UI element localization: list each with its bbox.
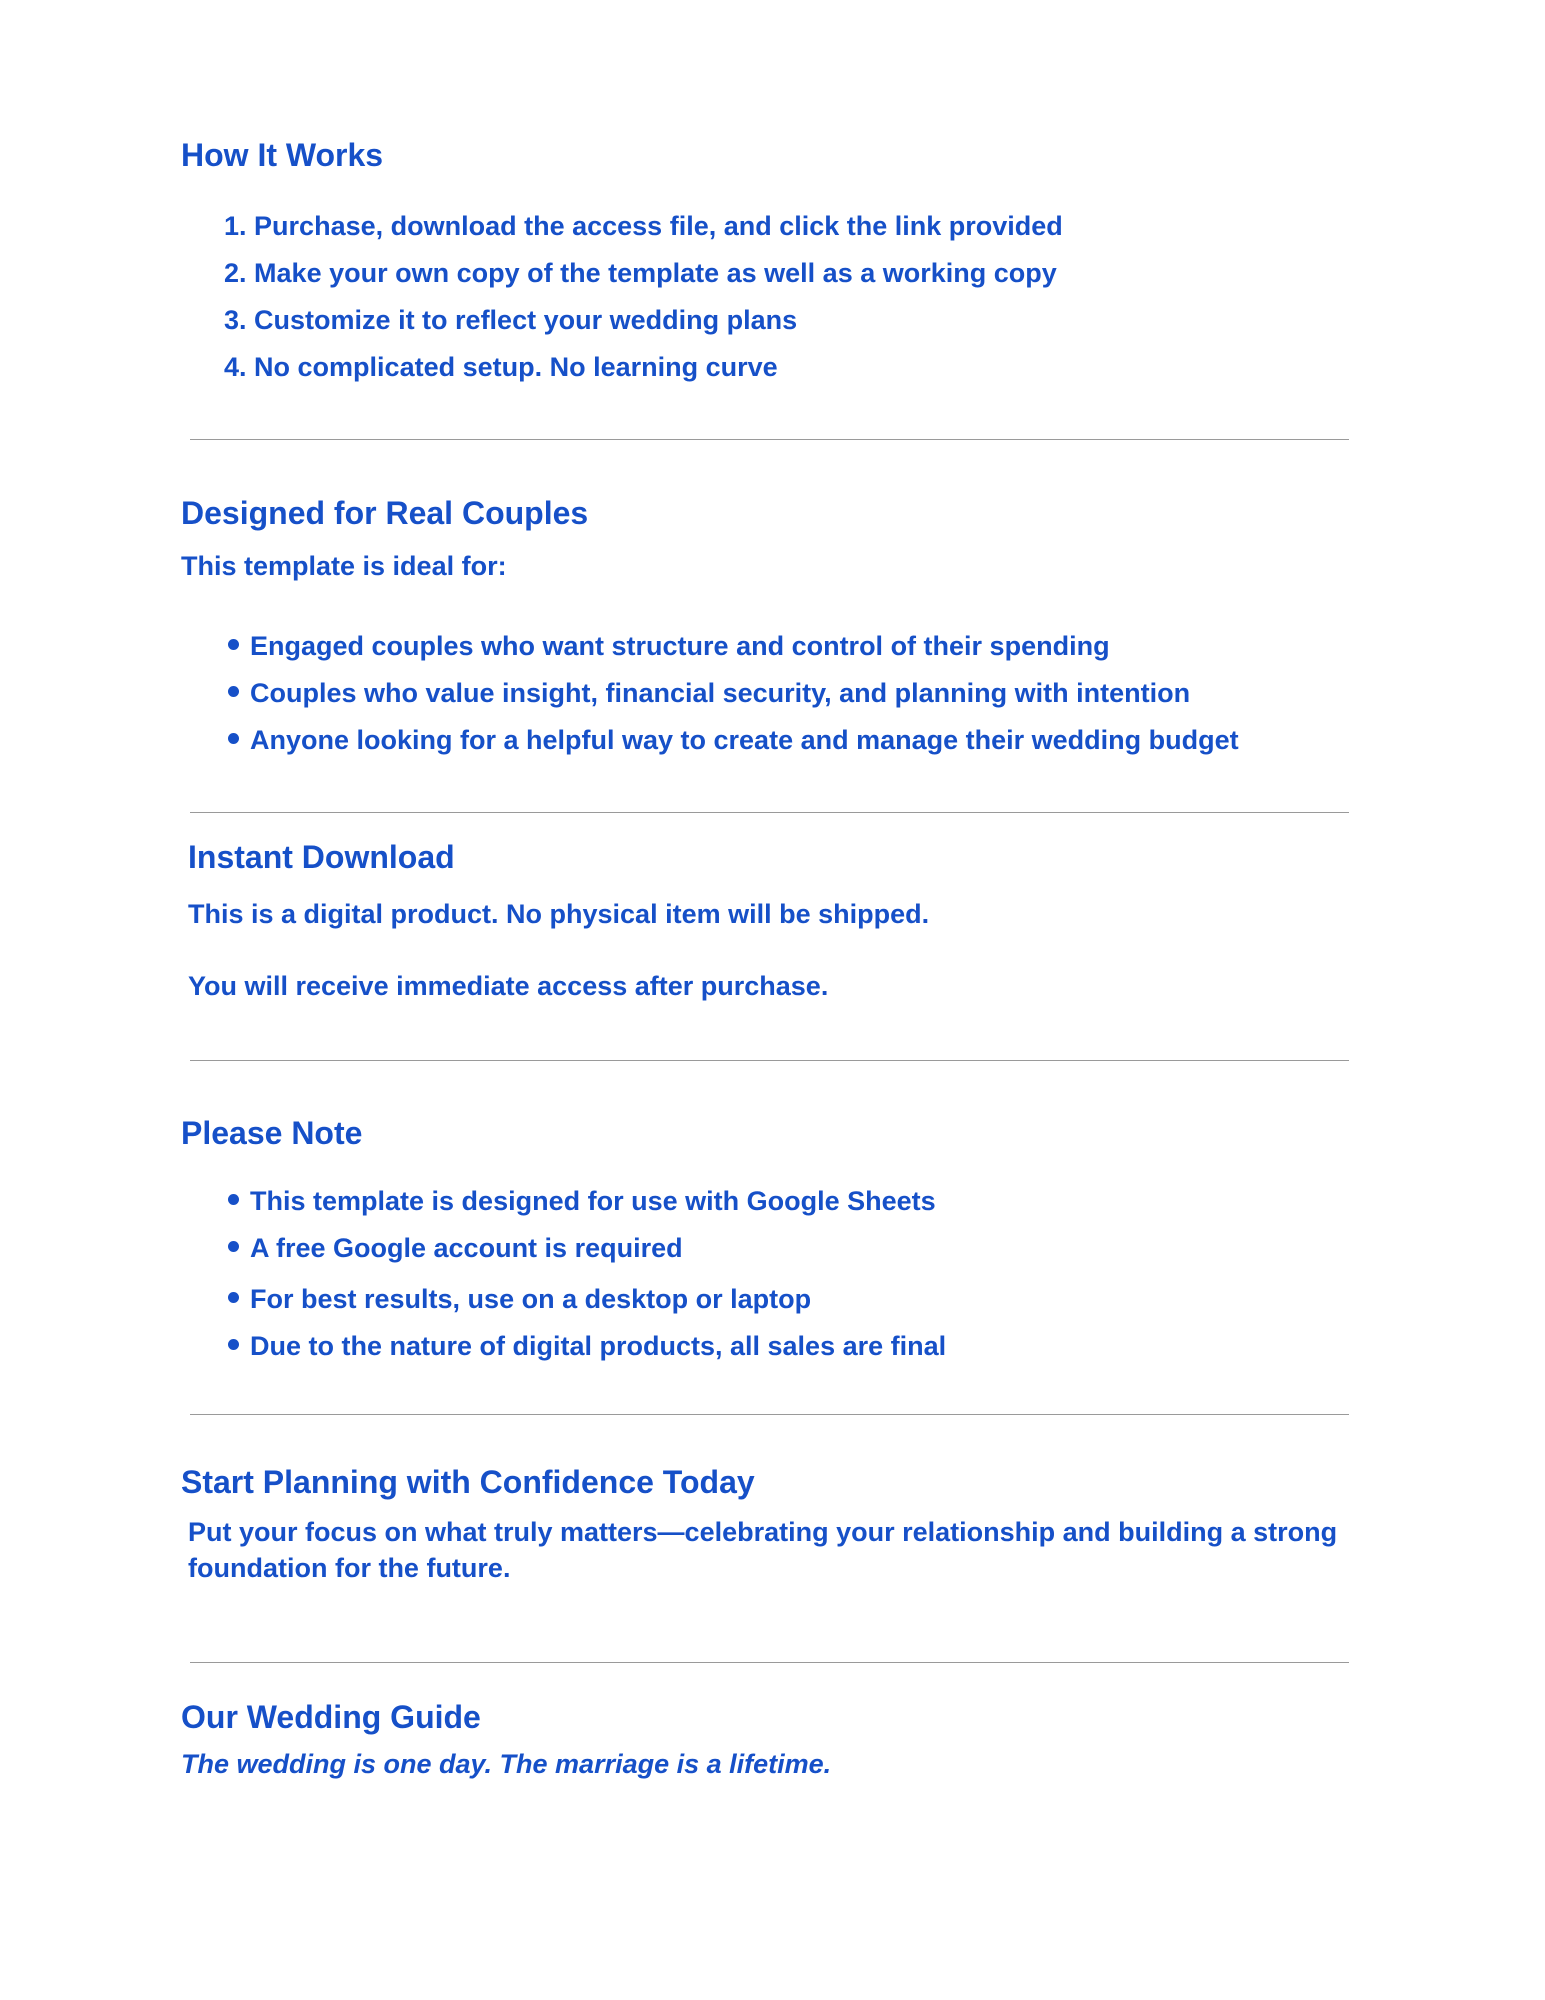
- instant-download-line-1: This is a digital product. No physical item will be shipped.: [188, 899, 930, 929]
- how-it-works-step-1: [224, 208, 1063, 244]
- step-text: Customize it to reflect your wedding plans: [254, 305, 798, 335]
- list-item-text: Due to the nature of digital products, all sales are final: [250, 1331, 947, 1361]
- how-it-works-heading: How It Works: [181, 137, 384, 173]
- bullet-icon: [228, 686, 239, 697]
- list-item-text: A free Google account is required: [250, 1233, 683, 1263]
- designed-for-intro: This template is ideal for:: [181, 551, 507, 581]
- list-item-text: For best results, use on a desktop or laptop: [250, 1284, 812, 1314]
- wedding-guide-tagline: The wedding is one day. The marriage is a lifetime.: [181, 1749, 832, 1779]
- bullet-icon: [228, 1194, 239, 1205]
- bullet-icon: [228, 639, 239, 650]
- list-item-text: Engaged couples who want structure and control of their spending: [250, 631, 1110, 661]
- designed-for-item-3: [228, 722, 1239, 758]
- designed-for-heading: Designed for Real Couples: [181, 495, 589, 531]
- start-planning-body: Put your focus on what truly matters—celebrating your relationship and building a strong foundation for the future.: [188, 1517, 1338, 1583]
- list-item-text: Anyone looking for a helpful way to create and manage their wedding budget: [250, 725, 1239, 755]
- step-text: Make your own copy of the template as well as a working copy: [254, 258, 1057, 288]
- step-text: No complicated setup. No learning curve: [254, 352, 778, 382]
- please-note-item-2: [228, 1230, 683, 1266]
- section-divider: [190, 1662, 1349, 1663]
- how-it-works-step-2: [224, 255, 1057, 291]
- step-number: 3.: [224, 305, 247, 335]
- bullet-icon: [228, 1241, 239, 1252]
- instant-download-heading: Instant Download: [188, 839, 455, 875]
- bullet-icon: [228, 1292, 239, 1303]
- how-it-works-step-4: [224, 349, 778, 385]
- please-note-item-1: [228, 1183, 936, 1219]
- start-planning-heading: Start Planning with Confidence Today: [181, 1464, 755, 1500]
- designed-for-item-2: [228, 675, 1190, 711]
- please-note-heading: Please Note: [181, 1115, 363, 1151]
- instant-download-line-2: You will receive immediate access after purchase.: [188, 971, 829, 1001]
- list-item-text: Couples who value insight, financial security, and planning with intention: [250, 678, 1191, 708]
- section-divider: [190, 1414, 1349, 1415]
- how-it-works-step-3: [224, 302, 797, 338]
- bullet-icon: [228, 733, 239, 744]
- please-note-item-3: [228, 1281, 811, 1317]
- section-divider: [190, 1060, 1349, 1061]
- step-number: 4.: [224, 352, 247, 382]
- please-note-item-4: [228, 1328, 946, 1364]
- designed-for-item-1: [228, 628, 1110, 664]
- section-divider: [190, 812, 1349, 813]
- step-number: 2.: [224, 258, 247, 288]
- section-divider: [190, 439, 1349, 440]
- step-text: Purchase, download the access file, and click the link provided: [254, 211, 1063, 241]
- bullet-icon: [228, 1339, 239, 1350]
- step-number: 1.: [224, 211, 247, 241]
- wedding-guide-heading: Our Wedding Guide: [181, 1699, 481, 1735]
- list-item-text: This template is designed for use with Google Sheets: [250, 1186, 936, 1216]
